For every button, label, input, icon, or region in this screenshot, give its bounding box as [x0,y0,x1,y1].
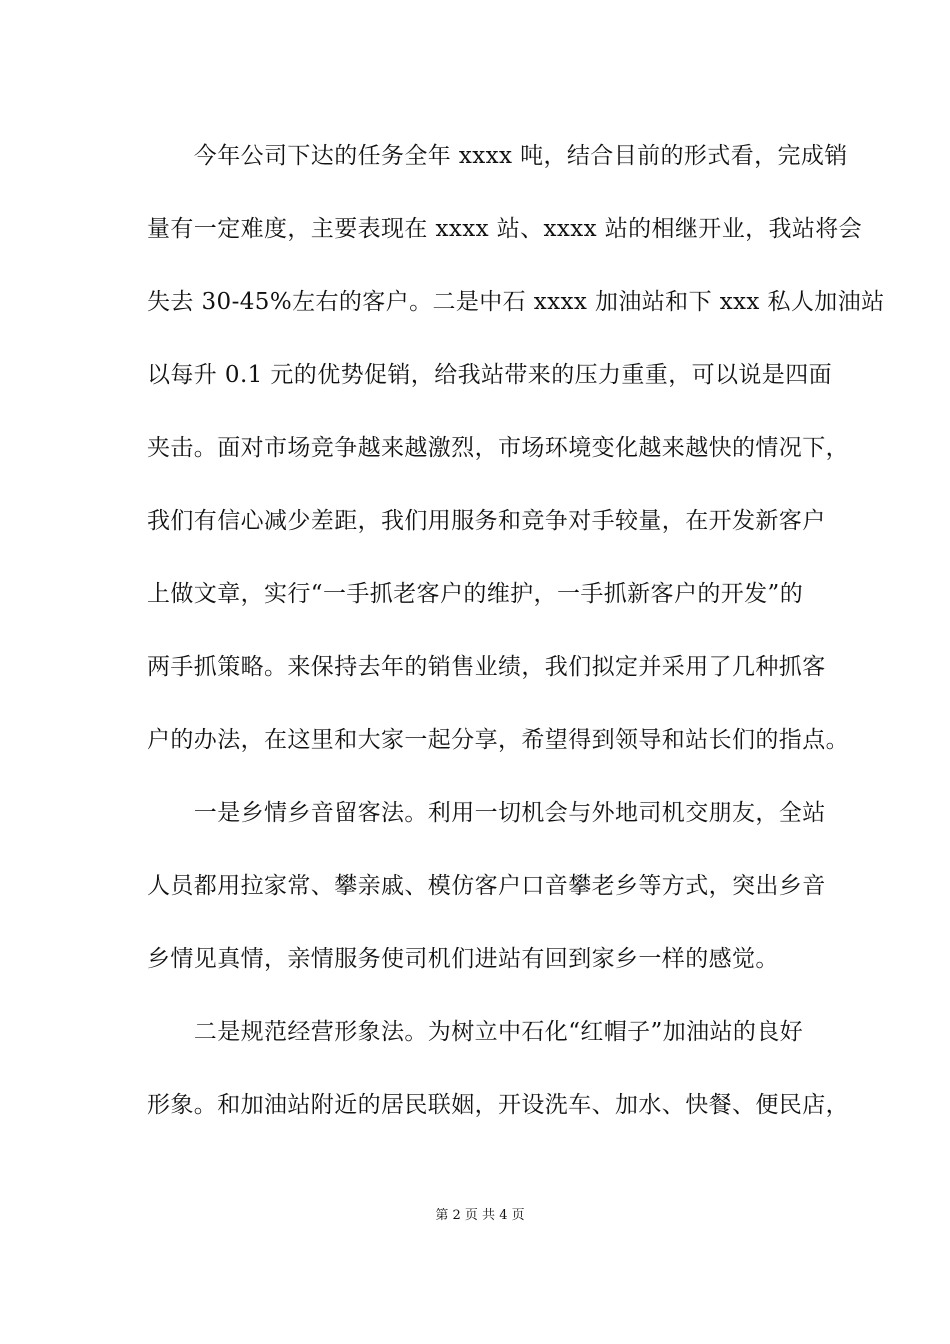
body-line: 二是规范经营形象法。为树立中石化“红帽子”加油站的良好 [147,1019,804,1045]
body-line: 失去 30-45%左右的客户。二是中石 xxxx 加油站和下 xxx 私人加油站 [147,289,885,315]
body-line: 人员都用拉家常、攀亲戚、模仿客户口音攀老乡等方式，突出乡音 [147,873,826,899]
body-line: 户的办法，在这里和大家一起分享，希望得到领导和站长们的指点。 [147,727,849,753]
body-line: 上做文章，实行“一手抓老客户的维护，一手抓新客户的开发”的 [147,581,804,607]
body-line: 今年公司下达的任务全年 xxxx 吨，结合目前的形式看，完成销 [147,143,848,169]
body-line: 夹击。面对市场竞争越来越激烈，市场环境变化越来越快的情况下， [147,435,849,461]
body-line: 乡情见真情，亲情服务使司机们进站有回到家乡一样的感觉。 [147,946,779,972]
body-line: 形象。和加油站附近的居民联姻，开设洗车、加水、快餐、便民店， [147,1092,849,1118]
body-line: 一是乡情乡音留客法。利用一切机会与外地司机交朋友，全站 [147,800,826,826]
body-line: 以每升 0.1 元的优势促销，给我站带来的压力重重，可以说是四面 [147,362,832,388]
body-line: 量有一定难度，主要表现在 xxxx 站、xxxx 站的相继开业，我站将会 [147,216,863,242]
page-footer: 第 2 页 共 4 页 [435,1208,525,1223]
body-line: 我们有信心减少差距，我们用服务和竞争对手较量，在开发新客户 [147,508,826,534]
body-line: 两手抓策略。来保持去年的销售业绩，我们拟定并采用了几种抓客 [147,654,826,680]
